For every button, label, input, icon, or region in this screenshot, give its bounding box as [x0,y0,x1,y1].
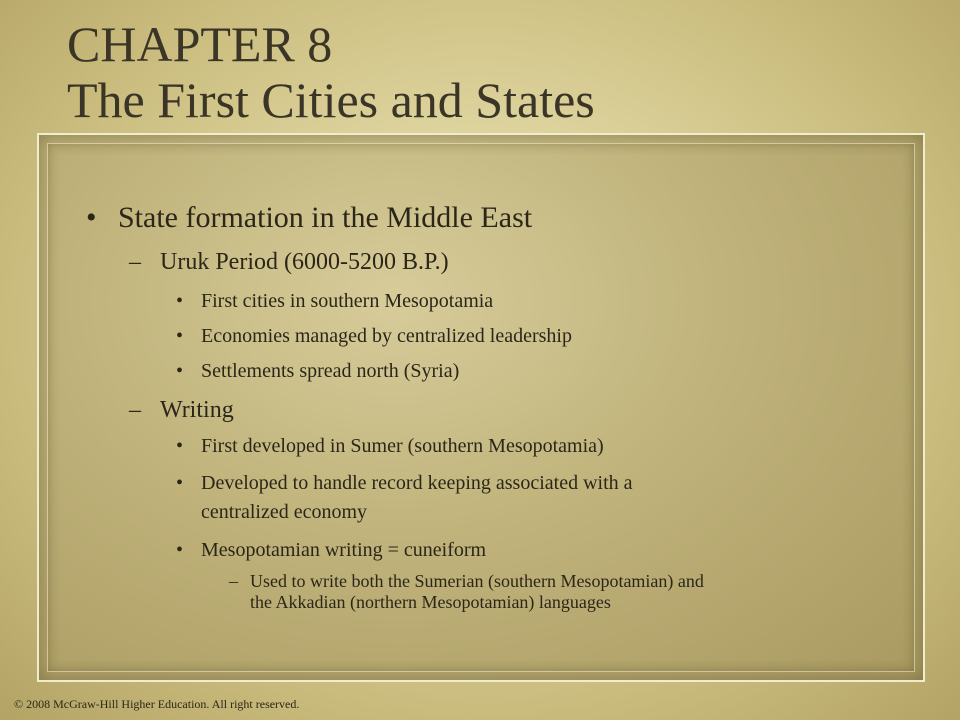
list-item-continuation: centralized economy [201,501,368,523]
list-item: Developed to handle record keeping associated with a [201,472,633,494]
dash-icon: – [229,571,238,591]
list-item: Settlements spread north (Syria) [201,360,460,382]
bullet-icon: • [176,325,184,347]
section-heading-text: Uruk Period (6000-5200 B.P.) [160,249,449,275]
dash-icon: – [129,397,141,423]
list-item: Economies managed by centralized leadership [201,325,572,347]
list-item: First developed in Sumer (southern Mesopotamia) [201,435,604,457]
section-heading-text: Writing [160,397,234,423]
title-line-2: The First Cities and States [67,72,595,128]
main-bullet [86,200,532,236]
bullet-icon: • [176,435,184,457]
bullet-icon: • [176,539,184,561]
bullet-icon: • [176,472,184,494]
section-heading [129,248,141,276]
list-item: Mesopotamian writing = cuneiform [201,539,487,561]
sub-list-item-continuation: the Akkadian (northern Mesopotamian) languages [250,592,611,612]
main-bullet-text: State formation in the Middle East [118,201,533,234]
copyright-footer: © 2008 McGraw-Hill Higher Education. All right reserved. [14,697,300,711]
bullet-icon: • [176,360,184,382]
bullet-icon: • [86,201,97,234]
dash-icon: – [129,249,141,275]
sub-list-item: Used to write both the Sumerian (southern Mesopotamian) and [250,571,704,591]
title-line-1: CHAPTER 8 [67,16,333,72]
list-item: First cities in southern Mesopotamia [201,290,494,312]
slide-title [67,16,595,128]
bullet-icon: • [176,290,184,312]
